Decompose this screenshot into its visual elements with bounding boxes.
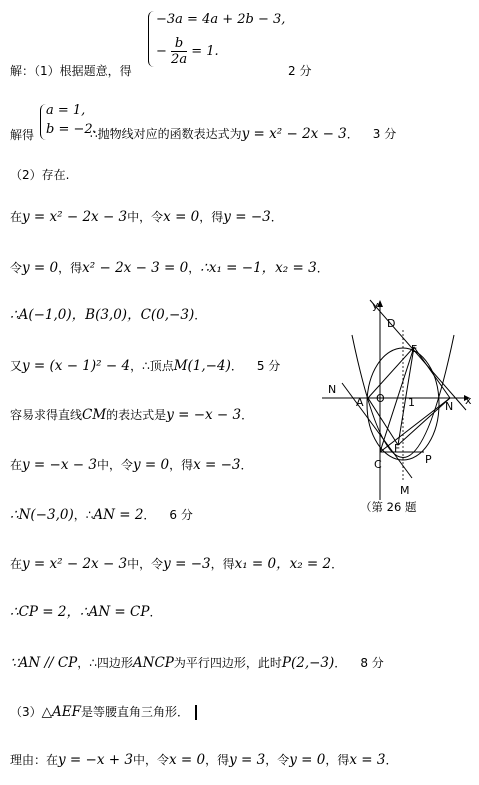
formula: ANCP xyxy=(132,655,174,671)
formula: ∴N(−3,0) xyxy=(10,507,74,523)
line-cm xyxy=(10,407,253,424)
eq2-minus: − xyxy=(156,44,167,59)
text: （3） xyxy=(10,705,42,719)
eq2-rhs: = 1. xyxy=(191,44,219,59)
formula: y = 3 xyxy=(229,752,266,768)
score-2: 2 分 xyxy=(288,64,312,78)
exists-heading: （2）存在. xyxy=(10,168,70,182)
formula: x = 0 xyxy=(163,209,200,225)
formula: x = −3 xyxy=(193,457,241,473)
line-point-p-roots xyxy=(10,556,343,573)
formula: AN = 2 xyxy=(93,507,144,523)
score-6: 6 分 xyxy=(169,508,193,522)
text: ，得 xyxy=(58,261,83,275)
line-point-n xyxy=(10,507,193,524)
text: 在 xyxy=(10,458,23,472)
text: ， xyxy=(188,261,201,275)
formula: y = x² − 2x − 3 xyxy=(22,209,128,225)
text: 中，令 xyxy=(132,753,169,767)
formula: △AEF xyxy=(41,704,81,720)
text: ． xyxy=(270,210,283,224)
text-cursor xyxy=(195,705,197,720)
text: ． xyxy=(240,458,253,472)
text: ． xyxy=(143,508,156,522)
text: ． xyxy=(385,753,398,767)
conclusion-text: ∴抛物线对应的函数表达式为 xyxy=(90,127,242,141)
label-m: M xyxy=(400,484,410,497)
label-c: C xyxy=(374,458,382,471)
text: ． xyxy=(316,261,329,275)
formula: y = 0 xyxy=(289,752,326,768)
equation-1: −3a = 4a + 2b − 3, xyxy=(156,12,286,27)
formula: ∴x₁ = −1，x₂ = 3 xyxy=(200,260,317,276)
label-n-right: N xyxy=(445,400,454,413)
label-e: E xyxy=(411,344,418,355)
text: ． xyxy=(149,605,162,619)
line-roots xyxy=(10,260,329,277)
label-f: F xyxy=(394,442,401,455)
solution-b: b = −2. xyxy=(46,122,97,137)
formula: y = 0 xyxy=(22,260,59,276)
text: ，得 xyxy=(210,557,235,571)
label-d: D xyxy=(387,317,396,330)
text: 的表达式是 xyxy=(106,408,167,422)
formula: y = −3 xyxy=(163,556,211,572)
line-cp-an xyxy=(10,604,161,621)
formula: CM xyxy=(82,407,107,423)
formula: ∴CP = 2，∴AN = CP xyxy=(10,604,150,620)
equation-2 xyxy=(156,36,219,67)
formula: ∵AN // CP xyxy=(10,655,78,671)
text: 在 xyxy=(10,557,23,571)
text: 令 xyxy=(10,261,23,275)
solution-intro: 解：（1）根据题意，得 xyxy=(10,64,132,78)
text: ，∴顶点 xyxy=(130,359,174,373)
formula: P(2,−3) xyxy=(281,655,335,671)
formula: y = x² − 2x − 3 xyxy=(22,556,128,572)
fraction-denominator: 2a xyxy=(171,52,188,67)
score-5: 5 分 xyxy=(256,359,281,373)
text: 理由：在 xyxy=(10,753,59,767)
score-8: 8 分 xyxy=(360,656,384,670)
text: ，令 xyxy=(265,753,290,767)
formula: x₁ = 0，x₂ = 2 xyxy=(234,556,332,572)
line-reason xyxy=(10,752,398,769)
solve-prefix: 解得 xyxy=(10,128,35,142)
text: 容易求得直线 xyxy=(10,408,83,422)
solution-a: a = 1, xyxy=(46,103,86,118)
formula: y = −x − 3 xyxy=(166,407,242,423)
line-parallelogram xyxy=(10,655,384,672)
text: 又 xyxy=(10,359,23,373)
score-3: 3 分 xyxy=(372,127,397,141)
line-points-abc xyxy=(10,307,206,324)
text: ． xyxy=(241,408,254,422)
text: ，∴四边形 xyxy=(77,656,133,670)
text: ，得 xyxy=(169,458,194,472)
formula: y = −x + 3 xyxy=(58,752,133,768)
formula: y = −3 xyxy=(223,209,271,225)
text: ，∴ xyxy=(73,508,94,522)
period: ． xyxy=(346,127,359,141)
formula: x = 0 xyxy=(168,752,206,768)
text: 中，令 xyxy=(127,210,164,224)
text: ． xyxy=(230,359,243,373)
text: 在 xyxy=(10,210,23,224)
figure-parabola xyxy=(318,295,476,520)
text: 为平行四边形，此时 xyxy=(173,656,282,670)
segment-cn xyxy=(380,398,450,452)
line-triangle-claim xyxy=(10,704,197,721)
line-cm-root xyxy=(10,457,253,474)
formula: ∴A(−1,0)，B(3,0)，C(0,−3) xyxy=(10,307,195,323)
label-a: A xyxy=(356,396,364,409)
label-p: P xyxy=(425,453,432,466)
formula: x² − 2x − 3 = 0 xyxy=(82,260,189,276)
figure-caption: （第 26 题 xyxy=(360,500,417,514)
label-one: 1 xyxy=(408,396,415,409)
text: ． xyxy=(334,656,347,670)
line-intercept-y xyxy=(10,209,283,226)
label-x: x xyxy=(465,394,472,407)
formula: y = (x − 1)² − 4 xyxy=(22,358,131,374)
line-vertex xyxy=(10,358,280,375)
fraction-numerator: b xyxy=(171,36,187,52)
text: 中，令 xyxy=(96,458,133,472)
text: ，得 xyxy=(325,753,350,767)
parabola-formula: y = x² − 2x − 3 xyxy=(241,126,347,142)
formula: x = 3 xyxy=(349,752,386,768)
formula: y = 0 xyxy=(132,457,170,473)
formula: y = −x − 3 xyxy=(22,457,97,473)
text: 中，令 xyxy=(127,557,164,571)
text: ，得 xyxy=(199,210,224,224)
fraction-b-over-2a xyxy=(171,36,187,67)
text: ，得 xyxy=(205,753,230,767)
formula: M(1,−4) xyxy=(173,358,231,374)
label-o: O xyxy=(376,392,385,405)
label-n-left: N xyxy=(328,383,337,396)
text: ． xyxy=(331,557,344,571)
function-expression-line xyxy=(90,126,396,143)
label-y: y xyxy=(372,299,379,312)
system-brace xyxy=(148,11,155,67)
text: ． xyxy=(194,308,207,322)
text: 是等腰直角三角形． xyxy=(81,705,190,719)
